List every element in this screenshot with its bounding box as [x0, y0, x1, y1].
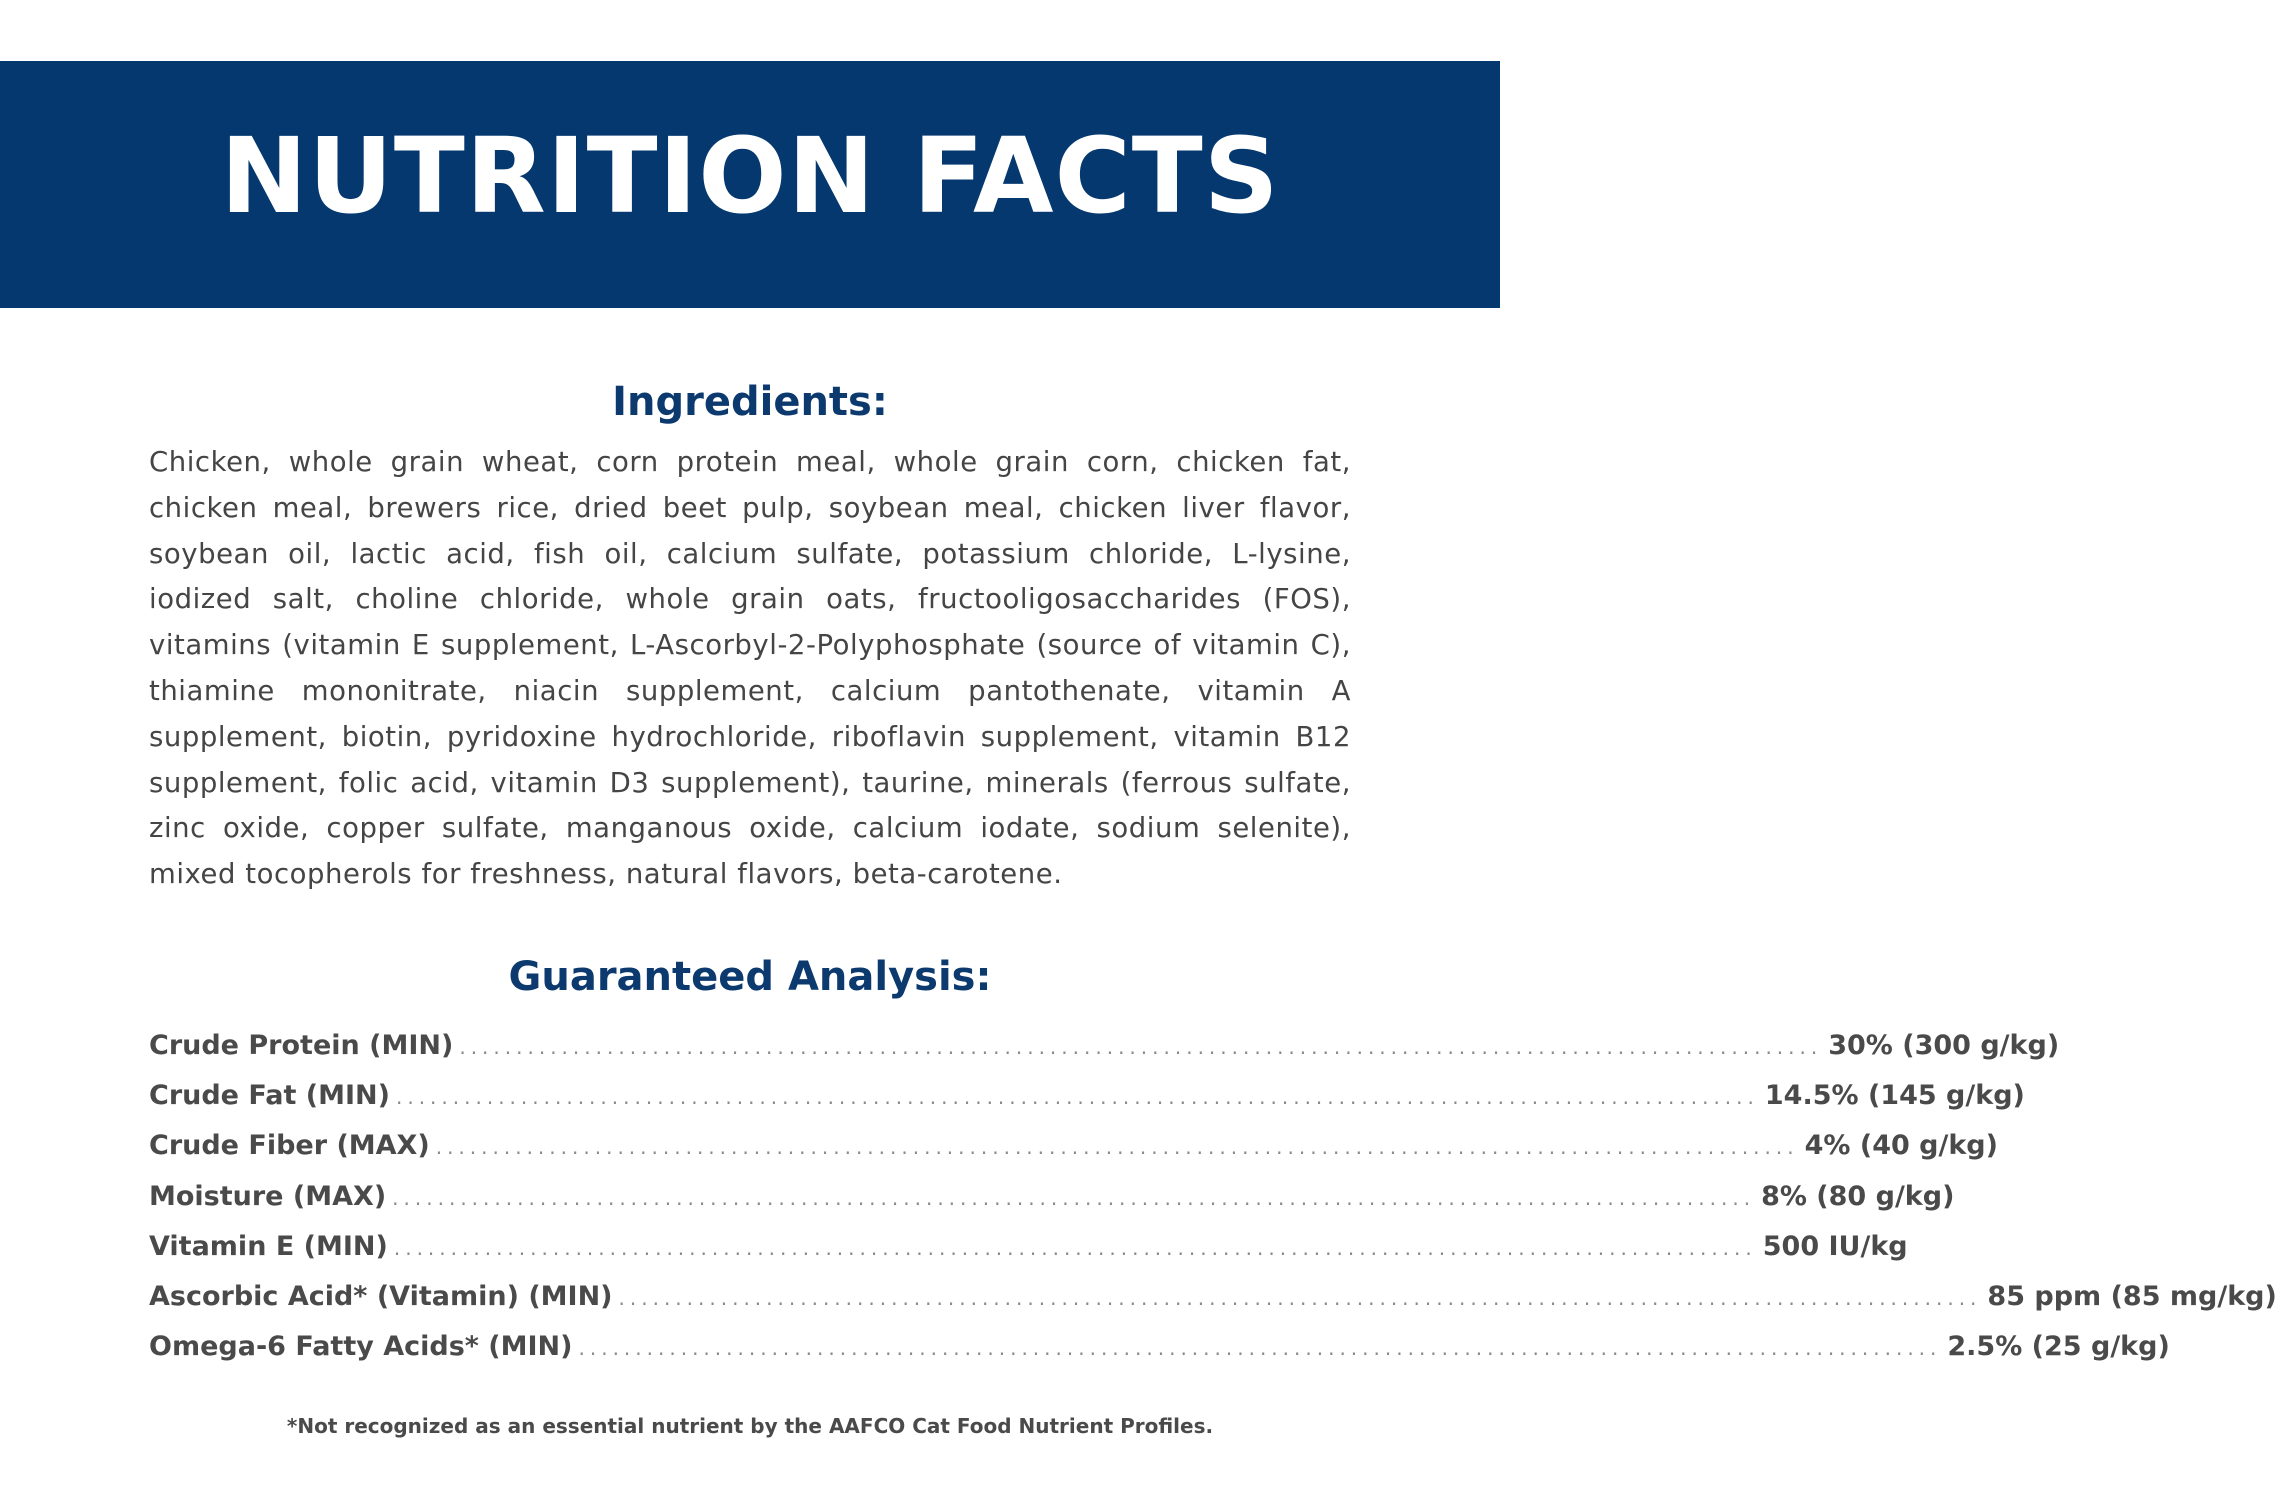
- analysis-row: [149, 1121, 1998, 1171]
- nutrient-name: Vitamin E (MIN): [149, 1230, 388, 1262]
- ingredients-text: Chicken, whole grain wheat, corn protein meal, whole grain corn, chicken fat, chicken meal, brewers rice, dried beet pulp, soybean meal, chicken liver flavor, soybean oil, lactic acid, fish oil, calcium sulfate, potassium chloride, L-lysine, iodized salt, choline chloride, whole grain oats, fructooligosaccharides (FOS), vitamins (vitamin E supplement, L-Ascorbyl-2-Polyphosphate (source of vitamin C), thiamine mononitrate, niacin supplement, calcium pantothenate, vitamin A supplement, biotin, pyridoxine hydrochloride, riboflavin supplement, vitamin B12 supplement, folic acid, vitamin D3 supplement), taurine, minerals (ferrous sulfate, zinc oxide, copper sulfate, manganous oxide, calcium iodate, sodium selenite), mixed tocopherols for freshness, natural flavors, beta-carotene.: [149, 446, 1351, 891]
- nutrient-name: Crude Fat (MIN): [149, 1080, 390, 1112]
- page-title: NUTRITION FACTS: [220, 114, 1280, 237]
- analysis-row: [149, 1071, 2025, 1121]
- nutrient-value: 14.5% (145 g/kg): [1764, 1080, 2025, 1112]
- guaranteed-analysis-heading: Guaranteed Analysis:: [508, 954, 992, 1000]
- analysis-row: [149, 1322, 2170, 1372]
- footnote: *Not recognized as an essential nutrient by the AAFCO Cat Food Nutrient Profiles.: [286, 1414, 1214, 1438]
- analysis-row: [149, 1172, 1955, 1222]
- analysis-row: [149, 1222, 1908, 1272]
- dot-leader: ........................................................................................................................: [392, 1185, 1756, 1210]
- nutrient-name: Crude Protein (MIN): [149, 1030, 454, 1061]
- analysis-row: [149, 1272, 2277, 1322]
- nutrient-value: 2.5% (25 g/kg): [1947, 1331, 2170, 1363]
- ingredients-heading: Ingredients:: [612, 379, 888, 425]
- nutrient-value: 85 ppm (85 mg/kg): [1987, 1280, 2277, 1312]
- title-banner: [0, 61, 1500, 308]
- nutrient-name: Crude Fiber (MAX): [149, 1130, 430, 1162]
- nutrient-value: 30% (300 g/kg): [1828, 1030, 2060, 1061]
- nutrient-value: 4% (40 g/kg): [1804, 1130, 1998, 1162]
- analysis-row: [149, 1021, 2060, 1071]
- dot-leader: ........................................................................................................................: [395, 1085, 1759, 1110]
- dot-leader: ........................................................................................................................: [618, 1285, 1982, 1310]
- nutrient-name: Ascorbic Acid* (Vitamin) (MIN): [149, 1280, 613, 1312]
- nutrient-name: Omega-6 Fatty Acids* (MIN): [149, 1331, 573, 1363]
- nutrient-name: Moisture (MAX): [149, 1180, 387, 1212]
- nutrient-value: 500 IU/kg: [1762, 1230, 1908, 1262]
- dot-leader: ........................................................................................................................: [459, 1035, 1823, 1059]
- nutrient-value: 8% (80 g/kg): [1761, 1180, 1955, 1212]
- dot-leader: ........................................................................................................................: [435, 1135, 1799, 1160]
- dot-leader: ........................................................................................................................: [578, 1336, 1942, 1361]
- guaranteed-analysis-list: [149, 1021, 2277, 1372]
- dot-leader: ........................................................................................................................: [393, 1235, 1757, 1260]
